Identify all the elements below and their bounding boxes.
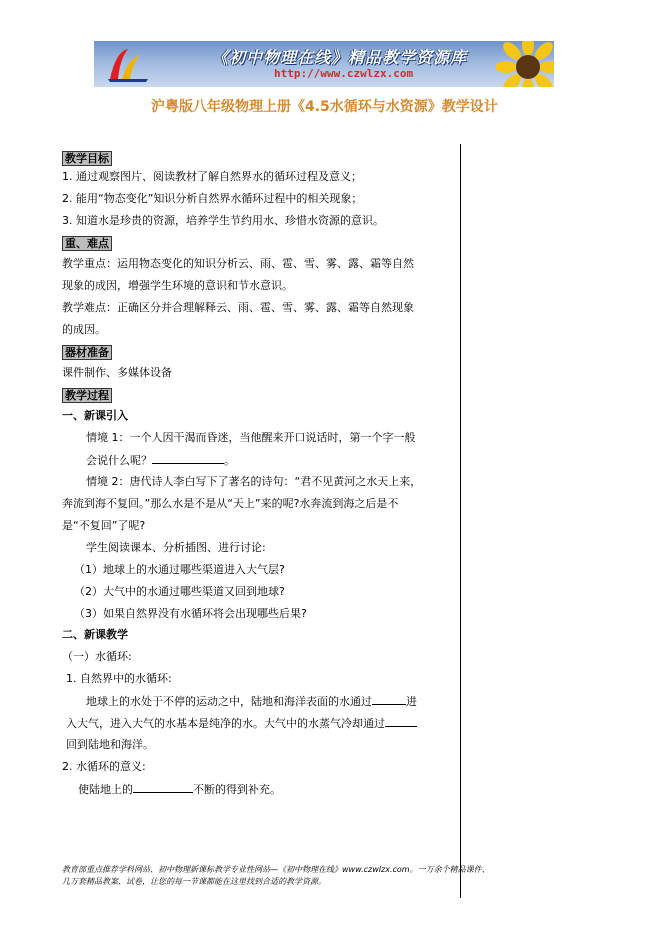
answer-blank[interactable] — [385, 716, 417, 727]
keypoint-line: 现象的成因，增强学生环境的意识和节水意识。 — [62, 279, 293, 292]
section-heading-equipment: 器材准备 — [62, 345, 112, 360]
part1-heading: 一、新课引入 — [62, 409, 128, 422]
header-banner — [94, 41, 554, 87]
page-footer — [62, 864, 622, 888]
significance-line — [78, 782, 281, 797]
item-significance: 2. 水循环的意义: — [62, 760, 146, 773]
banner-url[interactable]: http://www.czwlzx.com — [274, 67, 414, 80]
keypoint-line: 教学重点：运用物态变化的知识分析云、雨、雹、雪、雾、露、霜等自然 — [62, 257, 414, 270]
answer-blank[interactable] — [152, 453, 224, 464]
scenario1-line2 — [86, 453, 235, 468]
section-heading-keypoints: 重、难点 — [62, 236, 112, 251]
cycle-para-line2 — [66, 716, 417, 731]
section-heading-process: 教学过程 — [62, 388, 112, 403]
footer-line: 几万套精品教案、试卷，让您的每一节课都能在这里找到合适的教学资源。 — [62, 877, 326, 886]
cycle-text-end: 进 — [406, 695, 417, 708]
scenario2-line2: 奔流到海不复回。”那么水是不是从“天上”来的呢?水奔流到海之后是不 — [62, 497, 399, 510]
sunflower-icon — [496, 41, 554, 87]
column-divider — [460, 144, 461, 898]
part2-heading: 二、新课教学 — [62, 628, 128, 641]
cycle-para-line3: 回到陆地和海洋。 — [66, 738, 154, 751]
significance-text-end: 不断的得到补充。 — [193, 783, 281, 796]
scenario2-line1: 情境 2：唐代诗人李白写下了著名的诗句：“君不见黄河之水天上来， — [86, 475, 422, 488]
answer-blank[interactable] — [372, 694, 406, 705]
discussion-question: （1）地球上的水通过哪些渠道进入大气层? — [74, 563, 285, 576]
section-heading-goals: 教学目标 — [62, 151, 112, 166]
page-title: 沪粤版八年级物理上册《4.5水循环与水资源》教学设计 — [151, 99, 498, 115]
discussion-prompt: 学生阅读课本、分析插图、进行讨论: — [86, 541, 266, 554]
keypoint-line: 教学难点：正确区分并合理解释云、雨、雹、雪、雾、露、霜等自然现象 — [62, 301, 414, 314]
discussion-question: （2）大气中的水通过哪些渠道又回到地球? — [74, 585, 285, 598]
subsection-water-cycle: （一）水循环: — [62, 650, 132, 663]
banner-title: 《初中物理在线》精品教学资源库 — [212, 48, 468, 67]
goal-item: 2. 能用“物态变化”知识分析自然界水循环过程中的相关现象； — [62, 192, 363, 205]
cycle-text: 地球上的水处于不停的运动之中，陆地和海洋表面的水通过 — [86, 695, 372, 708]
scenario1-end: 。 — [224, 454, 235, 467]
goal-item: 3. 知道水是珍贵的资源，培养学生节约用水、珍惜水资源的意识。 — [62, 214, 384, 227]
discussion-question: （3）如果自然界没有水循环将会出现哪些后果? — [74, 607, 307, 620]
equipment-text: 课件制作、多媒体设备 — [62, 366, 172, 379]
logo-icon — [106, 45, 150, 83]
goal-item: 1. 通过观察图片、阅读教材了解自然界水的循环过程及意义； — [62, 170, 362, 183]
scenario1-text: 会说什么呢？ — [86, 454, 152, 467]
cycle-text: 入大气，进入大气的水基本是纯净的水。大气中的水蒸气冷却通过 — [66, 717, 385, 730]
item-water-cycle: 1. 自然界中的水循环: — [66, 672, 172, 685]
scenario2-line3: 是“不复回”了呢? — [62, 519, 146, 532]
scenario1-line1: 情境 1：一个人因干渴而昏迷，当他醒来开口说话时，第一个字一般 — [86, 431, 416, 444]
footer-line: 教育部重点推荐学科网站、初中物理新课标教学专业性网站—《初中物理在线》www.czwlzx.com。一万余个精品课件、 — [62, 865, 490, 874]
answer-blank[interactable] — [133, 782, 193, 793]
keypoint-line: 的成因。 — [62, 323, 106, 336]
significance-text: 使陆地上的 — [78, 783, 133, 796]
cycle-para-line1 — [86, 694, 417, 709]
